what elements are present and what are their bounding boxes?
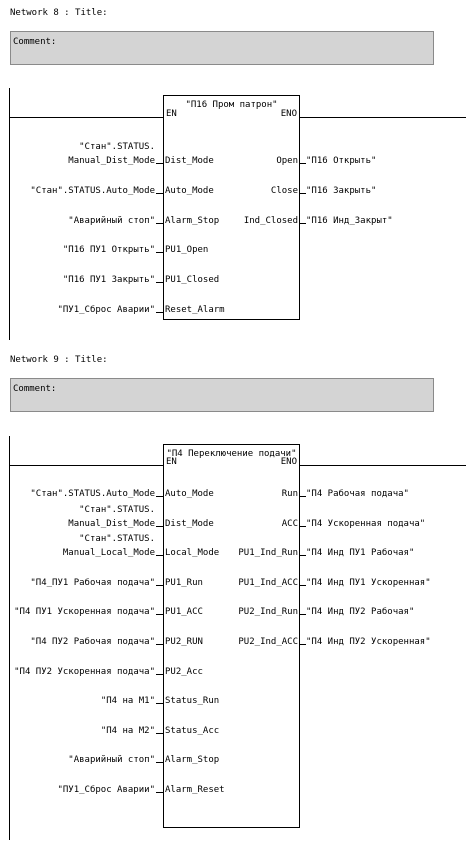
input-connector	[156, 762, 163, 763]
output-pin-label: ACC	[281, 519, 298, 529]
input-pin-label: PU1_Closed	[165, 275, 220, 285]
comment-label: Comment:	[13, 384, 57, 394]
input-operand[interactable]: "П4 ПУ2 Рабочая подача"	[30, 637, 155, 647]
input-pin-label: Dist_Mode	[165, 156, 214, 166]
pin-underline	[163, 316, 223, 317]
output-pin-label: Ind_Closed	[243, 216, 298, 226]
output-operand[interactable]: "П4 Рабочая подача"	[306, 489, 409, 499]
output-pin-label: Close	[270, 186, 298, 196]
function-block[interactable]	[163, 444, 300, 828]
input-pin-label: PU2_Acc	[165, 667, 203, 677]
input-operand[interactable]: Manual_Dist_Mode	[68, 156, 155, 166]
input-pin-label: Alarm_Stop	[165, 216, 220, 226]
output-operand[interactable]: "П16 Инд_Закрыт"	[306, 216, 393, 226]
input-operand[interactable]: "Аварийный стоп"	[68, 216, 155, 226]
input-operand[interactable]: "П16 ПУ1 Закрыть"	[62, 275, 155, 285]
en-wire	[10, 465, 163, 466]
input-connector	[156, 223, 163, 224]
input-operand[interactable]: "ПУ1_Сброс Аварии"	[57, 785, 155, 795]
en-pin-label: EN	[166, 457, 177, 467]
input-operand[interactable]: "П16 ПУ1 Открыть"	[62, 245, 155, 255]
input-operand[interactable]: "П4_ПУ1 Рабочая подача"	[30, 578, 155, 588]
network-comment-field[interactable]	[10, 378, 434, 412]
input-connector	[156, 496, 163, 497]
input-operand[interactable]: "П4 на М1"	[100, 696, 155, 706]
eno-wire	[300, 117, 466, 118]
input-operand[interactable]: Manual_Local_Mode	[62, 548, 155, 558]
input-connector	[156, 193, 163, 194]
input-operand[interactable]: "Аварийный стоп"	[68, 755, 155, 765]
input-operand[interactable]: "Стан".STATUS.	[79, 505, 155, 515]
input-connector	[156, 703, 163, 704]
output-pin-label: Run	[281, 489, 298, 499]
input-pin-label: PU1_ACC	[165, 607, 203, 617]
input-connector	[156, 585, 163, 586]
output-operand[interactable]: "П4 Инд ПУ2 Рабочая"	[306, 607, 415, 617]
en-pin-label: EN	[166, 109, 177, 119]
eno-pin-label: ENO	[280, 457, 297, 467]
input-pin-label: Status_Run	[165, 696, 220, 706]
pin-underline	[163, 796, 223, 797]
input-pin-label: Alarm_Reset	[165, 785, 225, 795]
output-pin-label: PU1_Ind_ACC	[238, 578, 298, 588]
output-operand[interactable]: "П16 Закрыть"	[306, 186, 377, 196]
input-connector	[156, 733, 163, 734]
input-pin-label: Reset_Alarm	[165, 305, 225, 315]
comment-label: Comment:	[13, 37, 57, 47]
input-pin-label: Dist_Mode	[165, 519, 214, 529]
input-pin-label: Alarm_Stop	[165, 755, 220, 765]
input-pin-label: Auto_Mode	[165, 186, 214, 196]
input-operand[interactable]: "Стан".STATUS.	[79, 534, 155, 544]
en-wire	[10, 117, 163, 118]
input-pin-label: Auto_Mode	[165, 489, 214, 499]
output-pin-label: PU1_Ind_Run	[238, 548, 298, 558]
network-title[interactable]: Network 9 : Title:	[10, 355, 108, 365]
output-pin-label: Open	[276, 156, 298, 166]
function-block-name: "П4 Переключение подачи"	[166, 449, 297, 459]
input-operand[interactable]: Manual_Dist_Mode	[68, 519, 155, 529]
output-operand[interactable]: "П4 Ускоренная подача"	[306, 519, 426, 529]
output-operand[interactable]: "П16 Открыть"	[306, 156, 377, 166]
output-operand[interactable]: "П4 Инд ПУ2 Ускоренная"	[306, 637, 431, 647]
input-operand[interactable]: "Стан".STATUS.	[79, 142, 155, 152]
input-connector	[156, 614, 163, 615]
input-connector	[156, 252, 163, 253]
network-title[interactable]: Network 8 : Title:	[10, 8, 108, 18]
input-pin-label: Local_Mode	[165, 548, 220, 558]
function-block[interactable]	[163, 95, 300, 320]
input-connector	[156, 312, 163, 313]
input-operand[interactable]: "П4 на М2"	[100, 726, 155, 736]
network-comment-field[interactable]	[10, 31, 434, 65]
input-connector	[156, 674, 163, 675]
input-pin-label: Status_Acc	[165, 726, 220, 736]
input-pin-label: PU1_Run	[165, 578, 203, 588]
input-operand[interactable]: "Стан".STATUS.Auto_Mode	[30, 186, 155, 196]
input-connector	[156, 792, 163, 793]
power-rail	[9, 88, 10, 340]
input-operand[interactable]: "ПУ1_Сброс Аварии"	[57, 305, 155, 315]
function-block-name: "П16 Пром патрон"	[185, 100, 278, 110]
input-connector	[156, 644, 163, 645]
input-connector	[156, 555, 163, 556]
input-operand[interactable]: "Стан".STATUS.Auto_Mode	[30, 489, 155, 499]
output-operand[interactable]: "П4 Инд ПУ1 Рабочая"	[306, 548, 415, 558]
output-pin-label: PU2_Ind_ACC	[238, 637, 298, 647]
input-operand[interactable]: "П4 ПУ1 Ускоренная подача"	[14, 607, 155, 617]
input-pin-label: PU2_RUN	[165, 637, 203, 647]
input-connector	[156, 526, 163, 527]
output-operand[interactable]: "П4 Инд ПУ1 Ускоренная"	[306, 578, 431, 588]
input-operand[interactable]: "П4 ПУ2 Ускоренная подача"	[14, 667, 155, 677]
input-connector	[156, 163, 163, 164]
output-pin-label: PU2_Ind_Run	[238, 607, 298, 617]
input-connector	[156, 282, 163, 283]
input-pin-label: PU1_Open	[165, 245, 209, 255]
eno-wire	[300, 465, 466, 466]
eno-pin-label: ENO	[280, 109, 297, 119]
